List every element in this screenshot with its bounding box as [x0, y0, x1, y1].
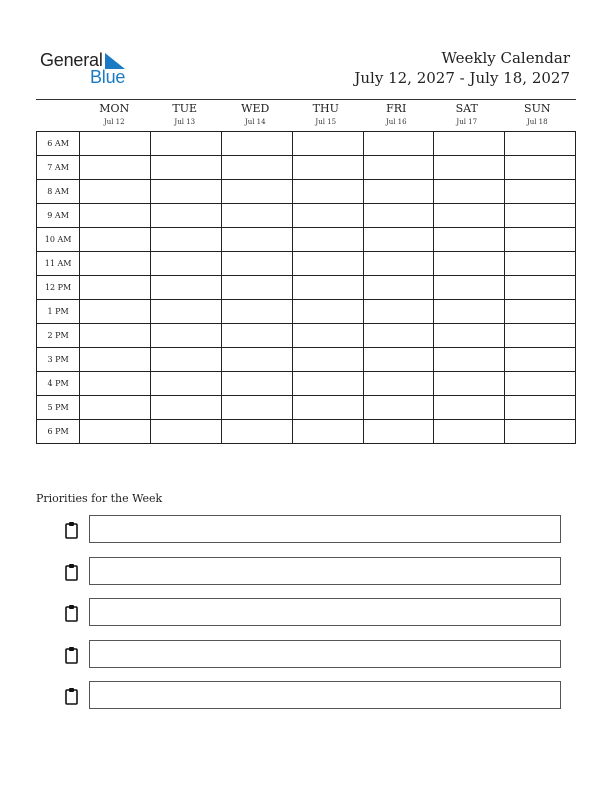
weekly-calendar-grid [36, 100, 576, 436]
time-row [37, 228, 576, 252]
calendar-slot-fri[interactable] [363, 204, 434, 228]
calendar-slot-tue[interactable] [151, 180, 222, 204]
date-range: July 12, 2027 - July 18, 2027 [354, 69, 570, 87]
calendar-slot-wed[interactable] [221, 156, 292, 180]
day-name: WED [241, 102, 270, 115]
clipboard-icon [64, 604, 80, 622]
calendar-slot-thu[interactable] [292, 156, 363, 180]
time-label: 6 AM [37, 132, 80, 156]
calendar-slot-sat[interactable] [434, 204, 505, 228]
day-header-sun [502, 102, 573, 129]
calendar-slot-thu[interactable] [292, 132, 363, 156]
calendar-slot-mon[interactable] [80, 132, 151, 156]
calendar-slot-wed[interactable] [221, 252, 292, 276]
calendar-slot-mon[interactable] [80, 300, 151, 324]
calendar-slot-sun[interactable] [505, 324, 576, 348]
calendar-slot-tue[interactable] [151, 156, 222, 180]
day-date: Jul 18 [526, 118, 548, 126]
day-date: Jul 17 [456, 118, 478, 126]
calendar-slot-sun[interactable] [505, 276, 576, 300]
calendar-slot-mon[interactable] [80, 348, 151, 372]
time-label: 11 AM [37, 252, 80, 276]
priority-item [64, 557, 564, 587]
calendar-slot-sat[interactable] [434, 372, 505, 396]
calendar-slot-wed[interactable] [221, 276, 292, 300]
calendar-slot-mon[interactable] [80, 324, 151, 348]
calendar-slot-fri[interactable] [363, 252, 434, 276]
logo [40, 50, 140, 90]
calendar-slot-tue[interactable] [151, 372, 222, 396]
time-row [37, 132, 576, 156]
calendar-slot-sun[interactable] [505, 420, 576, 444]
calendar-slot-tue[interactable] [151, 324, 222, 348]
calendar-slot-sat[interactable] [434, 132, 505, 156]
calendar-slot-fri[interactable] [363, 372, 434, 396]
calendar-slot-mon[interactable] [80, 156, 151, 180]
day-header-mon [79, 102, 150, 129]
time-row [37, 300, 576, 324]
calendar-slot-sat[interactable] [434, 156, 505, 180]
time-label: 12 PM [37, 276, 80, 300]
clipboard-icon [64, 687, 80, 705]
time-row [37, 180, 576, 204]
calendar-slot-fri[interactable] [363, 276, 434, 300]
day-header-tue [150, 102, 221, 129]
calendar-slot-sun[interactable] [505, 348, 576, 372]
day-name: TUE [172, 102, 198, 115]
time-row [37, 252, 576, 276]
priority-input-box[interactable] [89, 640, 561, 668]
calendar-slot-sun[interactable] [505, 204, 576, 228]
calendar-slot-tue[interactable] [151, 252, 222, 276]
time-row [37, 396, 576, 420]
time-label: 6 PM [37, 420, 80, 444]
calendar-slot-tue[interactable] [151, 396, 222, 420]
calendar-slot-wed[interactable] [221, 300, 292, 324]
time-label: 2 PM [37, 324, 80, 348]
day-name: SAT [455, 102, 478, 115]
calendar-slot-thu[interactable] [292, 276, 363, 300]
calendar-slot-tue[interactable] [151, 204, 222, 228]
calendar-slot-sat[interactable] [434, 180, 505, 204]
day-date: Jul 15 [315, 118, 337, 126]
calendar-slot-fri[interactable] [363, 180, 434, 204]
calendar-slot-sat[interactable] [434, 300, 505, 324]
day-header-sat [432, 102, 503, 129]
calendar-slot-tue[interactable] [151, 132, 222, 156]
calendar-slot-thu[interactable] [292, 252, 363, 276]
calendar-slot-wed[interactable] [221, 204, 292, 228]
calendar-slot-sun[interactable] [505, 396, 576, 420]
calendar-slot-thu[interactable] [292, 396, 363, 420]
calendar-slot-tue[interactable] [151, 348, 222, 372]
time-label: 8 AM [37, 180, 80, 204]
day-name: SUN [524, 102, 551, 115]
calendar-slot-tue[interactable] [151, 420, 222, 444]
calendar-slot-sun[interactable] [505, 180, 576, 204]
calendar-slot-fri[interactable] [363, 300, 434, 324]
calendar-slot-thu[interactable] [292, 372, 363, 396]
calendar-slot-sun[interactable] [505, 252, 576, 276]
calendar-slot-wed[interactable] [221, 420, 292, 444]
calendar-slot-mon[interactable] [80, 396, 151, 420]
header [354, 48, 570, 88]
time-row [37, 420, 576, 444]
time-label: 9 AM [37, 204, 80, 228]
calendar-slot-mon[interactable] [80, 204, 151, 228]
calendar-slot-sat[interactable] [434, 420, 505, 444]
calendar-slot-mon[interactable] [80, 420, 151, 444]
calendar-slot-sat[interactable] [434, 324, 505, 348]
logo-blue-text: Blue [90, 67, 126, 87]
calendar-slot-fri[interactable] [363, 156, 434, 180]
calendar-slot-sat[interactable] [434, 252, 505, 276]
calendar-slot-fri[interactable] [363, 324, 434, 348]
priority-input-box[interactable] [89, 681, 561, 709]
day-header-wed [220, 102, 291, 129]
day-date: Jul 14 [244, 118, 266, 126]
day-header-fri [361, 102, 432, 129]
day-header-thu [291, 102, 362, 129]
time-row [37, 156, 576, 180]
time-row [37, 204, 576, 228]
day-name: FRI [386, 102, 407, 115]
calendar-slot-fri[interactable] [363, 132, 434, 156]
time-label: 4 PM [37, 372, 80, 396]
calendar-slot-thu[interactable] [292, 204, 363, 228]
time-row [37, 276, 576, 300]
priority-input-box[interactable] [89, 557, 561, 585]
priorities-title: Priorities for the Week [36, 492, 163, 505]
time-label: 5 PM [37, 396, 80, 420]
calendar-slot-fri[interactable] [363, 420, 434, 444]
calendar-slot-fri[interactable] [363, 228, 434, 252]
calendar-slot-sat[interactable] [434, 276, 505, 300]
calendar-slot-thu[interactable] [292, 228, 363, 252]
day-date: Jul 13 [174, 118, 196, 126]
calendar-slot-mon[interactable] [80, 252, 151, 276]
calendar-slot-fri[interactable] [363, 396, 434, 420]
calendar-slot-mon[interactable] [80, 276, 151, 300]
time-row [37, 348, 576, 372]
day-name: MON [99, 102, 130, 115]
priority-item [64, 640, 564, 670]
priority-input-box[interactable] [89, 598, 561, 626]
calendar-slot-wed[interactable] [221, 372, 292, 396]
calendar-slot-sun[interactable] [505, 300, 576, 324]
calendar-slot-wed[interactable] [221, 396, 292, 420]
page-title: Weekly Calendar [441, 49, 570, 67]
priority-item [64, 515, 564, 545]
calendar-slot-sun[interactable] [505, 372, 576, 396]
calendar-slot-sat[interactable] [434, 348, 505, 372]
time-row [37, 372, 576, 396]
clipboard-icon [64, 563, 80, 581]
calendar-slot-wed[interactable] [221, 324, 292, 348]
day-header-row [36, 100, 576, 131]
calendar-slot-thu[interactable] [292, 180, 363, 204]
calendar-slot-tue[interactable] [151, 300, 222, 324]
clipboard-icon [64, 521, 80, 539]
priority-input-box[interactable] [89, 515, 561, 543]
calendar-slot-wed[interactable] [221, 132, 292, 156]
time-row [37, 324, 576, 348]
logo-general-text: General [40, 50, 103, 70]
day-name: THU [312, 102, 339, 115]
calendar-slot-tue[interactable] [151, 228, 222, 252]
calendar-slot-thu[interactable] [292, 300, 363, 324]
day-date: Jul 16 [385, 118, 407, 126]
calendar-slot-mon[interactable] [80, 372, 151, 396]
calendar-slot-sat[interactable] [434, 396, 505, 420]
calendar-slot-thu[interactable] [292, 348, 363, 372]
priority-item [64, 681, 564, 711]
clipboard-icon [64, 646, 80, 664]
calendar-slot-mon[interactable] [80, 228, 151, 252]
calendar-slot-sun[interactable] [505, 156, 576, 180]
time-label: 1 PM [37, 300, 80, 324]
calendar-slot-fri[interactable] [363, 348, 434, 372]
time-label: 3 PM [37, 348, 80, 372]
time-table [36, 131, 576, 444]
calendar-slot-wed[interactable] [221, 228, 292, 252]
time-label: 10 AM [37, 228, 80, 252]
calendar-slot-tue[interactable] [151, 276, 222, 300]
calendar-slot-thu[interactable] [292, 420, 363, 444]
calendar-slot-sun[interactable] [505, 132, 576, 156]
calendar-slot-wed[interactable] [221, 180, 292, 204]
calendar-slot-thu[interactable] [292, 324, 363, 348]
calendar-slot-mon[interactable] [80, 180, 151, 204]
calendar-slot-sun[interactable] [505, 228, 576, 252]
calendar-slot-wed[interactable] [221, 348, 292, 372]
priority-item [64, 598, 564, 628]
calendar-slot-sat[interactable] [434, 228, 505, 252]
day-date: Jul 12 [103, 118, 125, 126]
time-label: 7 AM [37, 156, 80, 180]
